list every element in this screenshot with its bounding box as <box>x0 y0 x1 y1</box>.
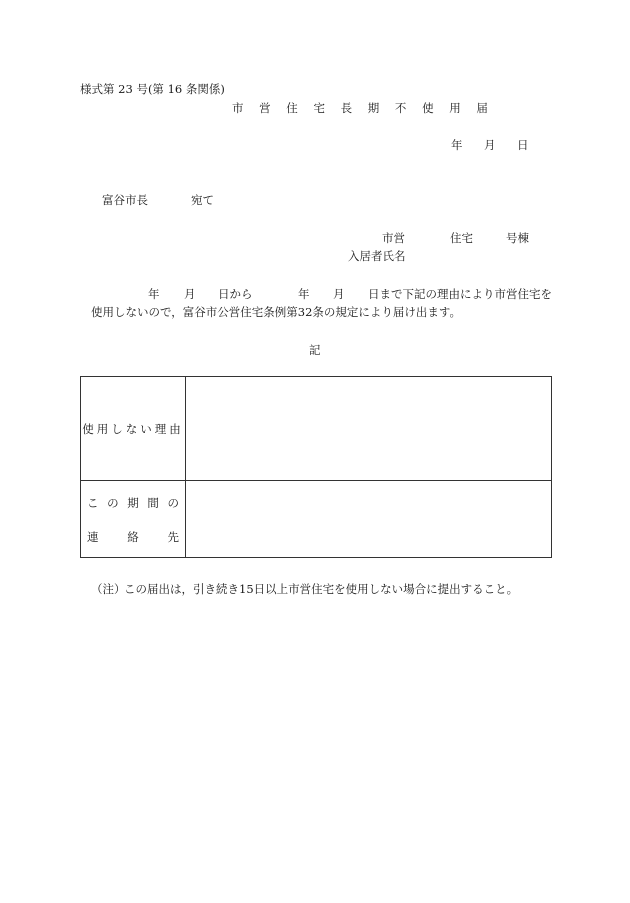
form-number: 様式第 23 号(第 16 条関係) <box>80 82 225 96</box>
from-month-label: 月 <box>184 287 196 301</box>
addressee-suffix: 宛て <box>191 193 214 207</box>
contact-label-line2: 連 絡 先 <box>87 530 179 544</box>
form-title: 市 営 住 宅 長 期 不 使 用 届 <box>232 101 494 115</box>
building-suffix: 号棟 <box>506 231 529 245</box>
date-year-label: 年 <box>451 138 463 152</box>
contact-row <box>81 481 552 558</box>
from-day-label: 日から <box>218 287 253 301</box>
from-year-label: 年 <box>148 287 160 301</box>
ki-heading: 記 <box>309 343 321 357</box>
note-text: この届出は，引き続き15日以上市営住宅を使用しない場合に提出すること。 <box>124 582 519 596</box>
to-month-label: 月 <box>333 287 345 301</box>
date-day-label: 日 <box>517 138 529 152</box>
reason-row <box>81 377 552 481</box>
city-housing-prefix: 市営 <box>382 231 405 245</box>
housing-suffix: 住宅 <box>450 231 473 245</box>
notice-table <box>80 376 552 558</box>
date-month-label: 月 <box>484 138 496 152</box>
body-second-line: 使用しないので，富谷市公営住宅条例第32条の規定により届け出ます。 <box>91 305 461 319</box>
reason-field[interactable] <box>186 377 552 481</box>
contact-field[interactable] <box>186 481 552 558</box>
addressee-name: 富谷市長 <box>102 193 148 207</box>
note-prefix: （注） <box>91 582 126 596</box>
contact-label-line1: こ の 期 間 の <box>87 496 179 510</box>
contact-label <box>81 481 186 558</box>
to-year-label: 年 <box>298 287 310 301</box>
reason-label: 使用しない理由 <box>81 377 186 481</box>
to-day-text: 日まで下記の理由により市営住宅を <box>368 287 552 301</box>
resident-name-label: 入居者氏名 <box>348 249 406 263</box>
